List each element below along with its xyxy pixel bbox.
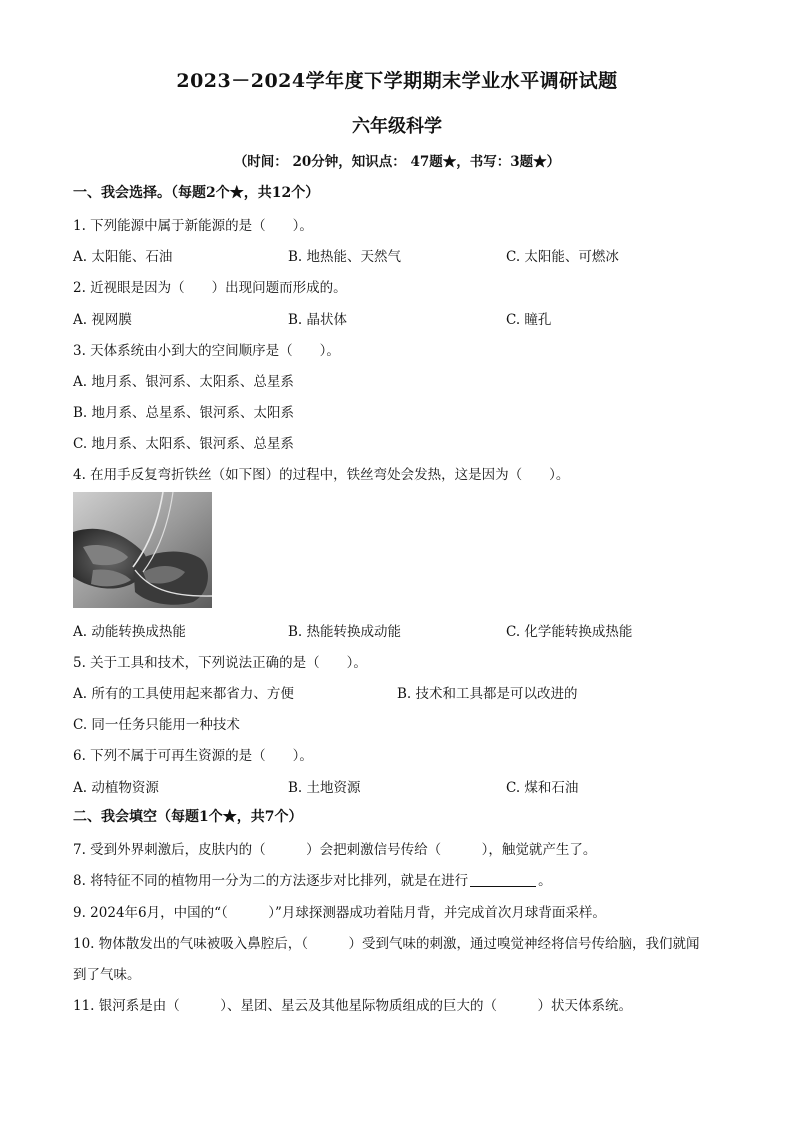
q5-option-b: B. 技术和工具都是可以改进的	[397, 686, 578, 702]
q5-option-c: C. 同一任务只能用一种技术	[73, 717, 240, 733]
q8-text	[73, 869, 552, 889]
exam-title: 2023－2024学年度下学期期末学业水平调研试题	[176, 70, 618, 92]
q4-option-a: A. 动能转换成热能	[73, 624, 186, 640]
q7-text: 7. 受到外界刺激后，皮肤内的（ ）会把刺激信号传给（ ），触觉就产生了。	[73, 842, 597, 858]
q1-stem: 1. 下列能源中属于新能源的是（ ）。	[73, 218, 313, 234]
q3-stem: 3. 天体系统由小到大的空间顺序是（ ）。	[73, 343, 340, 359]
q3-option-a: A. 地月系、银河系、太阳系、总星系	[73, 374, 294, 390]
q4-option-b: B. 热能转换成动能	[288, 624, 402, 640]
q2-stem: 2. 近视眼是因为（ ）出现问题而形成的。	[73, 280, 347, 296]
q9-text: 9. 2024年6月，中国的“（ ）”月球探测器成功着陆月背，并完成首次月球背面采样。	[73, 905, 606, 921]
q1-option-c: C. 太阳能、可燃冰	[506, 249, 619, 265]
section2-heading: 二、我会填空（每题1个★，共7个）	[73, 809, 303, 825]
q5-stem: 5. 关于工具和技术，下列说法正确的是（ ）。	[73, 655, 367, 671]
q3-option-b: B. 地月系、总星系、银河系、太阳系	[73, 405, 295, 421]
q10-line1: 10. 物体散发出的气味被吸入鼻腔后，（ ）受到气味的刺激，通过嗅觉神经将信号传给脑，我们就闻	[73, 936, 700, 952]
q6-option-a: A. 动植物资源	[73, 780, 159, 796]
q8-stem: 8. 将特征不同的植物用一分为二的方法逐步对比排列，就是在进行	[73, 873, 469, 889]
exam-subtitle: 六年级科学	[352, 116, 442, 137]
q5-option-a: A. 所有的工具使用起来都省力、方便	[73, 686, 294, 702]
q1-option-b: B. 地热能、天然气	[288, 249, 402, 265]
q6-stem: 6. 下列不属于可再生资源的是（ ）。	[73, 748, 313, 764]
q8-answer-blank[interactable]	[470, 872, 536, 887]
exam-info: （时间： 20分钟，知识点： 47题★，书写：3题★）	[233, 154, 561, 170]
q10-line2: 到了气味。	[73, 967, 141, 983]
q3-option-c: C. 地月系、太阳系、银河系、总星系	[73, 436, 294, 452]
q11-text: 11. 银河系是由（ ）、星团、星云及其他星际物质组成的巨大的（ ）状天体系统。	[73, 998, 633, 1014]
hands-bending-wire-image	[73, 492, 212, 608]
q2-option-c: C. 瞳孔	[506, 312, 552, 328]
section1-heading: 一、我会选择。（每题2个★，共12个）	[73, 185, 320, 201]
q4-option-c: C. 化学能转换成热能	[506, 624, 633, 640]
bending-wire-photo	[73, 492, 212, 608]
q8-end: 。	[538, 873, 552, 889]
q6-option-b: B. 土地资源	[288, 780, 361, 796]
q2-option-b: B. 晶状体	[288, 312, 348, 328]
q1-option-a: A. 太阳能、石油	[73, 249, 173, 265]
q6-option-c: C. 煤和石油	[506, 780, 579, 796]
q2-option-a: A. 视网膜	[73, 312, 132, 328]
q4-stem: 4. 在用手反复弯折铁丝（如下图）的过程中，铁丝弯处会发热，这是因为（ ）。	[73, 467, 570, 483]
